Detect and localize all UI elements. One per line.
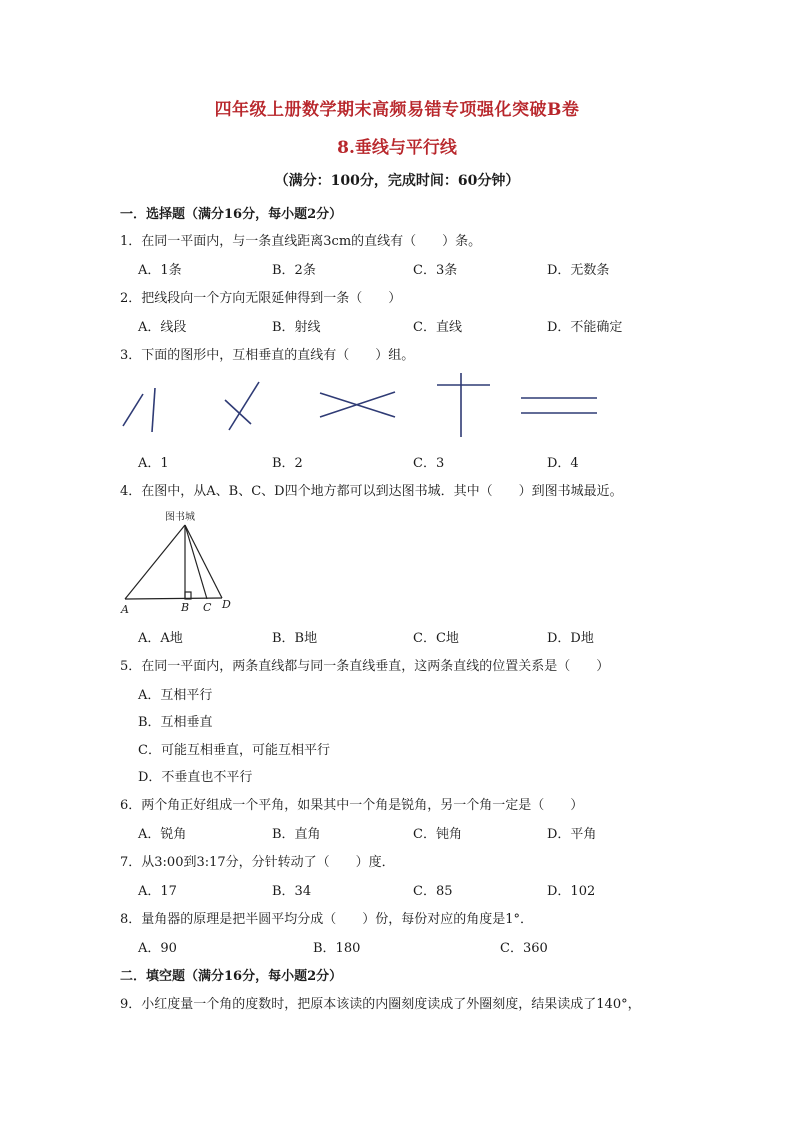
q4-option-d: D．D地 (547, 631, 594, 646)
q7-option-a: A．17 (138, 884, 177, 899)
q4-point-a: A (121, 603, 129, 616)
question-6: 6．两个角正好组成一个平角，如果其中一个角是锐角，另一个角一定是（ ） (120, 798, 584, 813)
q7-option-c: C．85 (413, 884, 453, 899)
q1-option-a: A．1条 (138, 263, 182, 278)
q5-option-b: B．互相垂直 (138, 715, 213, 730)
q6-option-d: D．平角 (547, 827, 597, 842)
q3-figure-5 (521, 398, 597, 413)
question-1: 1．在同一平面内，与一条直线距离3cm的直线有（ ）条。 (120, 234, 482, 249)
q3-option-c: C．3 (413, 456, 445, 471)
q4-library-figure (115, 505, 245, 617)
q3-figure-4 (437, 373, 490, 437)
q4-option-a: A．A地 (138, 631, 183, 646)
q8-option-a: A．90 (138, 941, 177, 956)
q4-point-c: C (203, 601, 212, 614)
q2-option-c: C．直线 (413, 320, 462, 335)
q4-option-b: B．B地 (272, 631, 318, 646)
q5-option-a: A．互相平行 (138, 688, 213, 703)
question-7: 7．从3:00到3:17分，分针转动了（ ）度． (120, 855, 395, 870)
paper-title: 四年级上册数学期末高频易错专项强化突破B卷 (214, 100, 580, 120)
paper-subtitle: 8.垂线与平行线 (337, 138, 457, 158)
q3-option-a: A．1 (138, 456, 169, 471)
q4-point-b: B (181, 601, 190, 614)
q1-option-d: D．无数条 (547, 263, 610, 278)
question-2: 2．把线段向一个方向无限延伸得到一条（ ） (120, 291, 402, 306)
q8-option-c: C．360 (500, 941, 548, 956)
q4-option-c: C．C地 (413, 631, 459, 646)
q7-option-b: B．34 (272, 884, 312, 899)
q5-option-d: D．不垂直也不平行 (138, 770, 253, 785)
section-choice-heading: 一．选择题（满分16分，每小题2分） (120, 207, 343, 222)
q3-line-figures (115, 372, 615, 442)
q4-line-a (125, 525, 185, 599)
q1-option-b: B．2条 (272, 263, 316, 278)
q3-option-d: D．4 (547, 456, 579, 471)
paper-info: （满分：100分，完成时间：60分钟） (274, 173, 520, 189)
q2-option-d: D．不能确定 (547, 320, 623, 335)
q3-option-b: B．2 (272, 456, 303, 471)
q4-figure-label: 图书城 (165, 512, 195, 523)
question-3: 3．下面的图形中，互相垂直的直线有（ ）组。 (120, 348, 415, 363)
q3-figure-1 (123, 388, 155, 432)
question-8: 8．量角器的原理是把半圆平均分成（ ）份，每份对应的角度是1°． (120, 912, 534, 927)
question-5: 5．在同一平面内，两条直线都与同一条直线垂直，这两条直线的位置关系是（ ） (120, 659, 610, 674)
q3-figure-3 (320, 392, 395, 417)
question-9: 9．小红度量一个角的度数时，把原本该读的内圈刻度读成了外圈刻度，结果读成了140°， (120, 997, 641, 1012)
q1-option-c: C．3条 (413, 263, 458, 278)
q2-option-a: A．线段 (138, 320, 187, 335)
q3-figure-2 (225, 382, 259, 430)
question-4: 4．在图中，从A、B、C、D四个地方都可以到达图书城．其中（ ）到图书城最近。 (120, 484, 623, 499)
q6-option-c: C．钝角 (413, 827, 462, 842)
q4-point-d: D (222, 598, 231, 611)
q7-option-d: D．102 (547, 884, 596, 899)
section-fill-heading: 二．填空题（满分16分，每小题2分） (120, 969, 343, 984)
q6-option-a: A．锐角 (138, 827, 187, 842)
q6-option-b: B．直角 (272, 827, 321, 842)
q8-option-b: B．180 (313, 941, 361, 956)
q2-option-b: B．射线 (272, 320, 321, 335)
q5-option-c: C．可能互相垂直，可能互相平行 (138, 743, 330, 758)
